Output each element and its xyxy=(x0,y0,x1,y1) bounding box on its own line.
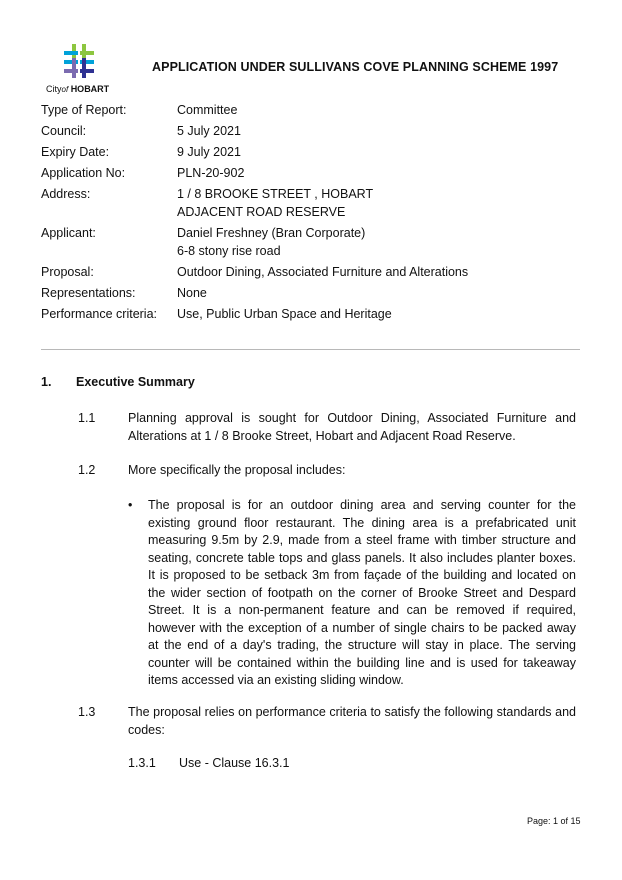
paragraph-number: 1.3 xyxy=(78,705,96,719)
detail-row-expiry-date xyxy=(41,143,468,161)
detail-label: Expiry Date: xyxy=(41,145,110,159)
detail-row-type-of-report xyxy=(41,101,468,119)
detail-label: Applicant: xyxy=(41,226,96,240)
subparagraph-text: Use - Clause 16.3.1 xyxy=(179,756,290,770)
hobart-emblem-icon xyxy=(62,44,98,82)
paragraph-1-1 xyxy=(78,410,576,446)
detail-row-representations xyxy=(41,284,468,302)
detail-row-performance-criteria xyxy=(41,305,468,323)
detail-value: 5 July 2021 xyxy=(177,124,241,138)
city-of-hobart-logo xyxy=(44,44,122,96)
detail-label: Council: xyxy=(41,124,87,138)
section-title: Executive Summary xyxy=(76,375,195,389)
detail-row-application-no xyxy=(41,164,468,182)
address-line-1: 1 / 8 BROOKE STREET , HOBART xyxy=(177,187,374,201)
detail-row-council xyxy=(41,122,468,140)
detail-value: Use, Public Urban Space and Heritage xyxy=(177,307,392,321)
detail-row-applicant xyxy=(41,224,468,260)
paragraph-1-2 xyxy=(78,462,576,480)
detail-value: Outdoor Dining, Associated Furniture and Alterations xyxy=(177,265,469,279)
paragraph-text: More specifically the proposal includes: xyxy=(128,463,346,477)
detail-label: Proposal: xyxy=(41,265,94,279)
detail-label: Performance criteria: xyxy=(41,307,158,321)
section-number: 1. xyxy=(41,375,52,389)
detail-label: Representations: xyxy=(41,286,136,300)
detail-label: Application No: xyxy=(41,166,126,180)
bullet-icon: • xyxy=(128,498,133,512)
paragraph-number: 1.1 xyxy=(78,411,96,425)
section-divider xyxy=(41,349,580,350)
applicant-line-2: 6-8 stony rise road xyxy=(177,244,281,258)
detail-value: None xyxy=(177,286,207,300)
detail-value: 9 July 2021 xyxy=(177,145,241,159)
logo-wordmark: Cityof HOBART xyxy=(46,84,110,94)
detail-label: Address: xyxy=(41,187,91,201)
detail-row-address xyxy=(41,185,468,221)
detail-value: PLN-20-902 xyxy=(177,166,245,180)
subparagraph-number: 1.3.1 xyxy=(128,756,156,770)
bullet-text: The proposal is for an outdoor dining area and serving counter for the existing ground floor restaurant. The dining area is a prefabricated unit measuring 9.5m by 2.9, made from a steel frame with timber structure and seating, concrete table tops and glass panels. It also includes planter boxes. It is proposed to be setback 3m from façade of the building and located on the wider section of footpath on the corner of Brooke Street and Despard Street. It is a non-permanent feature and can be removed if required, however with the exception of a number of single chairs to be packed away at the end of a day's trading, the structure will stay in place. The serving counter will be contained within the building line and is used for takeaway items accessed via an existing sliding window. xyxy=(148,498,576,687)
subparagraph-1-3-1 xyxy=(128,756,289,770)
detail-value: Committee xyxy=(177,103,238,117)
page-number: Page: 1 of 15 xyxy=(527,816,581,826)
detail-value xyxy=(177,185,373,221)
applicant-line-1: Daniel Freshney (Bran Corporate) xyxy=(177,226,366,240)
paragraph-number: 1.2 xyxy=(78,463,96,477)
report-details xyxy=(41,101,468,326)
paragraph-text: Planning approval is sought for Outdoor Dining, Associated Furniture and Alterations at 1 / 8 Brooke Street, Hobart and Adjacent Road Reserve. xyxy=(128,411,576,443)
detail-value xyxy=(177,224,365,260)
detail-row-proposal xyxy=(41,263,468,281)
address-line-2: ADJACENT ROAD RESERVE xyxy=(177,205,346,219)
paragraph-text: The proposal relies on performance criteria to satisfy the following standards and codes: xyxy=(128,705,576,737)
document-title: APPLICATION UNDER SULLIVANS COVE PLANNING SCHEME 1997 xyxy=(152,60,559,74)
section-heading xyxy=(41,375,195,389)
paragraph-1-3 xyxy=(78,704,576,740)
detail-label: Type of Report: xyxy=(41,103,127,117)
